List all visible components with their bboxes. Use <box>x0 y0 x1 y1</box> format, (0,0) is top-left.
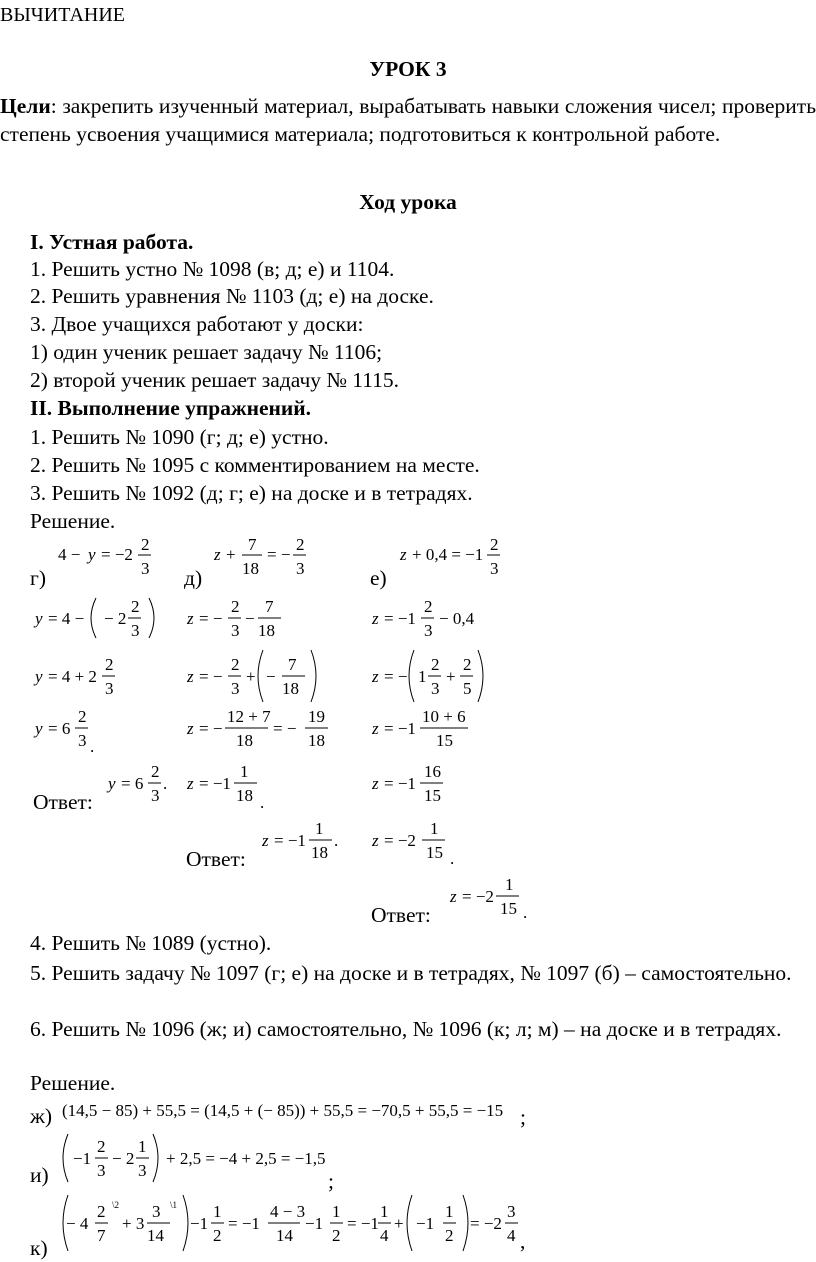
svg-text:18: 18 <box>311 843 328 862</box>
svg-text:3: 3 <box>97 1161 106 1180</box>
solution2-label: Решение. <box>30 1071 116 1095</box>
svg-text:+ 3: + 3 <box>122 1214 145 1233</box>
svg-text:−1: −1 <box>190 1214 209 1233</box>
section2-title: II. Выполнение упражнений. <box>30 396 312 420</box>
lesson-title: УРОК 3 <box>369 57 447 81</box>
svg-text:7: 7 <box>265 597 274 616</box>
svg-text:3: 3 <box>431 679 440 698</box>
svg-text:1: 1 <box>315 819 324 838</box>
svg-text:+ 0,4 = −1: + 0,4 = −1 <box>412 545 484 564</box>
svg-text:3: 3 <box>138 1161 147 1180</box>
svg-text:3: 3 <box>141 559 150 578</box>
svg-text:z: z <box>214 545 221 564</box>
svg-text:−1: −1 <box>416 1214 435 1233</box>
svg-text:2: 2 <box>231 597 240 616</box>
svg-text:= −2: = −2 <box>470 1214 502 1233</box>
svg-text:= −: = − <box>199 609 223 628</box>
answer-label-g: Ответ: <box>33 790 93 814</box>
svg-text:.: . <box>523 903 528 922</box>
svg-text:3: 3 <box>231 621 240 640</box>
svg-text:4: 4 <box>507 1226 516 1245</box>
svg-text:\2: \2 <box>112 1200 120 1210</box>
svg-text:− 2: − 2 <box>112 1149 135 1168</box>
svg-text:= −1: = −1 <box>384 774 416 793</box>
svg-text:3: 3 <box>231 679 240 698</box>
section2-item-4: 4. Решить № 1089 (устно). <box>30 931 272 955</box>
svg-text:1: 1 <box>332 1202 341 1221</box>
section1-item-2: 2. Решить уравнения № 1103 (д; е) на доске. <box>30 284 434 308</box>
svg-text:4 − 3: 4 − 3 <box>270 1202 306 1221</box>
svg-text:−: − <box>245 609 255 628</box>
svg-text:z: z <box>400 545 407 564</box>
goals-text: : закрепить изученный материал, вырабатывать навыки сложения чисел; проверить степень усвоения учащимися материала; подготовиться к контрольной работе. <box>0 94 816 146</box>
svg-text:y: y <box>88 545 96 564</box>
svg-text:3: 3 <box>296 559 305 578</box>
svg-text:2: 2 <box>463 655 472 674</box>
svg-text:1: 1 <box>240 762 249 781</box>
svg-text:= −1: = −1 <box>199 774 231 793</box>
svg-text:y: y <box>108 774 116 793</box>
svg-text:= −2: = −2 <box>462 887 494 906</box>
row-label-zh: ж) <box>30 1104 53 1128</box>
svg-text:2: 2 <box>431 655 440 674</box>
svg-text:+ 2,5 = −4 + 2,5 = −1,5: + 2,5 = −4 + 2,5 = −1,5 <box>166 1149 326 1168</box>
svg-text:= −1: = −1 <box>384 609 416 628</box>
svg-text:7: 7 <box>248 535 257 554</box>
section2-item-3: 3. Решить № 1092 (д; г; е) на доске и в тетрадях. <box>30 481 473 505</box>
formulas-1096 <box>0 1128 816 1261</box>
svg-text:z: z <box>372 774 379 793</box>
svg-text:= −1: = −1 <box>274 831 306 850</box>
svg-text:+: + <box>446 667 456 686</box>
i-semicolon: ; <box>328 1169 334 1193</box>
svg-text:= −: = − <box>267 545 291 564</box>
svg-text:+: + <box>246 667 256 686</box>
svg-text:7: 7 <box>288 655 297 674</box>
section1-item-5: 2) второй ученик решает задачу № 1115. <box>30 368 400 392</box>
svg-text:15: 15 <box>424 786 441 805</box>
svg-text:= −2: = −2 <box>101 545 133 564</box>
svg-text:3: 3 <box>151 786 160 805</box>
svg-text:+: + <box>226 545 236 564</box>
svg-text:10 + 6: 10 + 6 <box>422 707 466 726</box>
svg-text:3: 3 <box>78 731 87 750</box>
svg-text:18: 18 <box>282 679 299 698</box>
svg-text:= 6: = 6 <box>48 719 71 738</box>
svg-text:15: 15 <box>436 731 453 750</box>
svg-text:= −1: = −1 <box>347 1214 379 1233</box>
answer-label-d: Ответ: <box>186 847 246 871</box>
svg-text:z: z <box>372 609 379 628</box>
svg-text:18: 18 <box>236 731 253 750</box>
svg-text:1: 1 <box>213 1202 222 1221</box>
svg-text:3: 3 <box>424 621 433 640</box>
svg-text:y: y <box>35 719 43 738</box>
svg-text:z: z <box>372 719 379 738</box>
svg-text:2: 2 <box>78 707 87 726</box>
svg-text:+: + <box>394 1214 404 1233</box>
svg-text:z: z <box>450 887 457 906</box>
row-label-k: к) <box>30 1236 48 1260</box>
zh-semicolon: ; <box>520 1105 526 1129</box>
answer-label-e: Ответ: <box>371 903 431 927</box>
svg-text:2: 2 <box>231 655 240 674</box>
svg-text:18: 18 <box>236 786 253 805</box>
svg-text:15: 15 <box>500 899 517 918</box>
row-label-i: и) <box>30 1163 49 1187</box>
section2-item-6: 6. Решить № 1096 (ж; и) самостоятельно, № 1096 (к; л; м) – на доске и в тетрадях. <box>30 1017 782 1041</box>
svg-text:y: y <box>35 609 43 628</box>
svg-text:z: z <box>187 609 194 628</box>
svg-text:.: . <box>260 793 265 812</box>
svg-text:.: . <box>450 849 455 868</box>
svg-text:2: 2 <box>213 1226 222 1245</box>
svg-text:−1: −1 <box>73 1149 92 1168</box>
svg-text:15: 15 <box>426 843 443 862</box>
zh-expression: (14,5 − 85) + 55,5 = (14,5 + (− 85)) + 55,5 = −70,5 + 55,5 = −15 <box>62 1101 504 1120</box>
svg-text:1: 1 <box>138 1137 147 1156</box>
svg-text:14: 14 <box>147 1226 164 1245</box>
svg-text:− 0,4: − 0,4 <box>439 609 475 628</box>
svg-text:z: z <box>187 774 194 793</box>
col-label-e: е) <box>370 566 387 590</box>
svg-text:14: 14 <box>276 1226 293 1245</box>
svg-text:2: 2 <box>97 1202 106 1221</box>
svg-text:1: 1 <box>430 819 439 838</box>
svg-text:2: 2 <box>105 655 114 674</box>
col-label-g: г) <box>30 566 46 590</box>
svg-text:−1: −1 <box>305 1214 324 1233</box>
svg-text:z: z <box>187 667 194 686</box>
svg-text:2: 2 <box>151 762 160 781</box>
svg-text:2: 2 <box>490 535 499 554</box>
svg-text:2: 2 <box>97 1137 106 1156</box>
goals-label: Цели <box>0 94 51 118</box>
svg-text:1: 1 <box>505 875 514 894</box>
svg-text:= −: = − <box>384 667 408 686</box>
svg-text:3: 3 <box>131 621 140 640</box>
svg-text:16: 16 <box>424 762 441 781</box>
col-label-d: д) <box>184 566 203 590</box>
svg-text:= −1: = −1 <box>384 719 416 738</box>
svg-text:7: 7 <box>97 1226 106 1245</box>
svg-text:z: z <box>372 831 379 850</box>
svg-text:= −1: = −1 <box>228 1214 260 1233</box>
svg-text:= 6: = 6 <box>121 774 144 793</box>
formulas-1092 <box>0 530 816 925</box>
svg-text:3: 3 <box>507 1202 516 1221</box>
svg-text:18: 18 <box>308 731 325 750</box>
svg-text:z: z <box>187 719 194 738</box>
svg-text:2: 2 <box>131 597 140 616</box>
svg-text:18: 18 <box>242 559 259 578</box>
svg-text:− 2: − 2 <box>104 609 127 628</box>
solution-label: Решение. <box>30 509 116 533</box>
svg-text:3: 3 <box>490 559 499 578</box>
svg-text:.: . <box>163 774 168 793</box>
section1-item-4: 1) один ученик решает задачу № 1106; <box>30 340 383 364</box>
svg-text:= −: = − <box>199 719 223 738</box>
svg-text:2: 2 <box>424 597 433 616</box>
goals-paragraph <box>0 92 816 148</box>
svg-text:1: 1 <box>445 1202 454 1221</box>
svg-text:z: z <box>262 831 269 850</box>
svg-text:1: 1 <box>418 667 427 686</box>
section1-title: I. Устная работа. <box>30 230 194 254</box>
svg-text:5: 5 <box>463 679 472 698</box>
svg-text:= −2: = −2 <box>384 831 416 850</box>
section2-item-1: 1. Решить № 1090 (г; д; е) устно. <box>30 425 329 449</box>
svg-text:2: 2 <box>332 1226 341 1245</box>
section1-item-3: 3. Двое учащихся работают у доски: <box>30 312 364 336</box>
section2-item-5: 5. Решить задачу № 1097 (г; е) на доске и в тетрадях, № 1097 (б) – самостоятельно. <box>30 961 792 985</box>
section2-item-2: 2. Решить № 1095 с комментированием на месте. <box>30 453 480 477</box>
svg-text:= −: = − <box>273 719 297 738</box>
svg-text:y: y <box>35 667 43 686</box>
svg-text:4 −: 4 − <box>58 545 81 564</box>
svg-text:= 4 −: = 4 − <box>48 609 85 628</box>
svg-text:z: z <box>372 667 379 686</box>
lesson-flow-title: Ход урока <box>359 190 457 214</box>
svg-text:− 4: − 4 <box>66 1214 89 1233</box>
svg-text:2: 2 <box>296 535 305 554</box>
svg-text:12 + 7: 12 + 7 <box>227 707 271 726</box>
svg-text:= −: = − <box>199 667 223 686</box>
svg-text:.: . <box>334 831 339 850</box>
svg-text:2: 2 <box>445 1226 454 1245</box>
svg-text:18: 18 <box>258 621 275 640</box>
k-comma: , <box>520 1229 526 1253</box>
header-label: ВЫЧИТАНИЕ <box>0 4 125 26</box>
svg-text:1: 1 <box>380 1202 389 1221</box>
svg-text:\1: \1 <box>170 1200 178 1210</box>
svg-text:19: 19 <box>308 707 325 726</box>
svg-text:2: 2 <box>141 535 150 554</box>
svg-text:−: − <box>266 667 276 686</box>
svg-text:4: 4 <box>380 1226 389 1245</box>
svg-text:3: 3 <box>152 1202 161 1221</box>
svg-text:3: 3 <box>105 679 114 698</box>
section1-item-1: 1. Решить устно № 1098 (в; д; е) и 1104. <box>30 257 395 281</box>
svg-text:.: . <box>90 737 95 756</box>
svg-text:= 4 + 2: = 4 + 2 <box>48 667 97 686</box>
